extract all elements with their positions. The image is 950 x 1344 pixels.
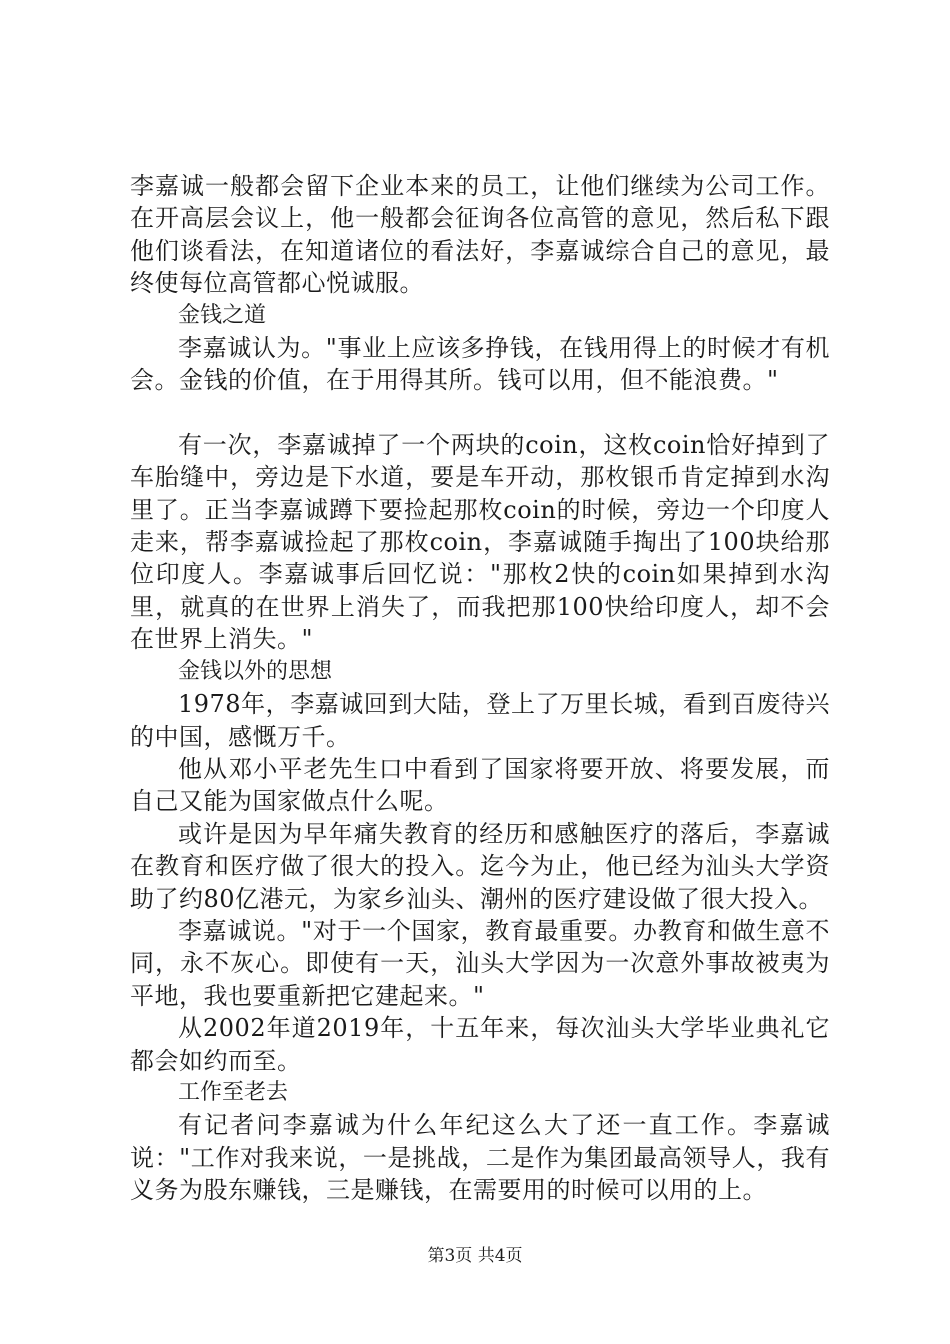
paragraph-1978: 1978年，李嘉诚回到大陆，登上了万里长城，看到百废待兴的中国，感慨万千。 (130, 690, 830, 751)
section-heading-money: 金钱之道 (178, 302, 267, 328)
paragraph-education-medical: 或许是因为早年痛失教育的经历和感触医疗的落后，李嘉诚在教育和医疗做了很大的投入。迄今为止，他已经为汕头大学资助了约80亿港元，为家乡汕头、潮州的医疗建设做了很大投入。 (130, 819, 830, 913)
section-heading-work: 工作至老去 (178, 1079, 289, 1105)
document-body (130, 170, 830, 1207)
paragraph-coin-story: 有一次，李嘉诚掉了一个两块的coin，这枚coin恰好掉到了车胎缝中，旁边是下水道，要是车开动，那枚银币肯定掉到水沟里了。正当李嘉诚蹲下要捡起那枚coin的时候，旁边一个印度人走来，帮李嘉诚捡起了那枚coin，李嘉诚随手掏出了100块给那位印度人。李嘉诚事后回忆说："那枚2快的coin如果掉到水沟里，就真的在世界上消失了，而我把那100快给印度人，却不会在世界上消失。" (130, 430, 830, 654)
paragraph-money-view: 李嘉诚认为。"事业上应该多挣钱，在钱用得上的时候才有机会。金钱的价值，在于用得其所。钱可以用，但不能浪费。" (130, 334, 830, 395)
paragraph-graduation: 从2002年道2019年，十五年来，每次汕头大学毕业典礼它都会如约而至。 (130, 1014, 830, 1075)
paragraph-gap (130, 397, 830, 429)
paragraph-work-quote: 有记者问李嘉诚为什么年纪这么大了还一直工作。李嘉诚说："工作对我来说，一是挑战，二是作为集团最高领导人，我有义务为股东赚钱，三是赚钱，在需要用的时候可以用的上。 (130, 1111, 830, 1205)
paragraph-education-quote: 李嘉诚说。"对于一个国家，教育最重要。办教育和做生意不同，永不灰心。即使有一天，汕头大学因为一次意外事故被夷为平地，我也要重新把它建起来。" (130, 916, 830, 1010)
page-number: 第3页 共4页 (427, 1246, 523, 1266)
section-heading-beyond-money: 金钱以外的思想 (178, 658, 333, 684)
paragraph-deng: 他从邓小平老先生口中看到了国家将要开放、将要发展，而自己又能为国家做点什么呢。 (130, 754, 830, 816)
paragraph-staff: 李嘉诚一般都会留下企业本来的员工，让他们继续为公司工作。在开高层会议上，他一般都会征询各位高管的意见，然后私下跟他们谈看法，在知道诸位的看法好，李嘉诚综合自己的意见，最终使每位高管都心悦诚服。 (130, 172, 830, 298)
